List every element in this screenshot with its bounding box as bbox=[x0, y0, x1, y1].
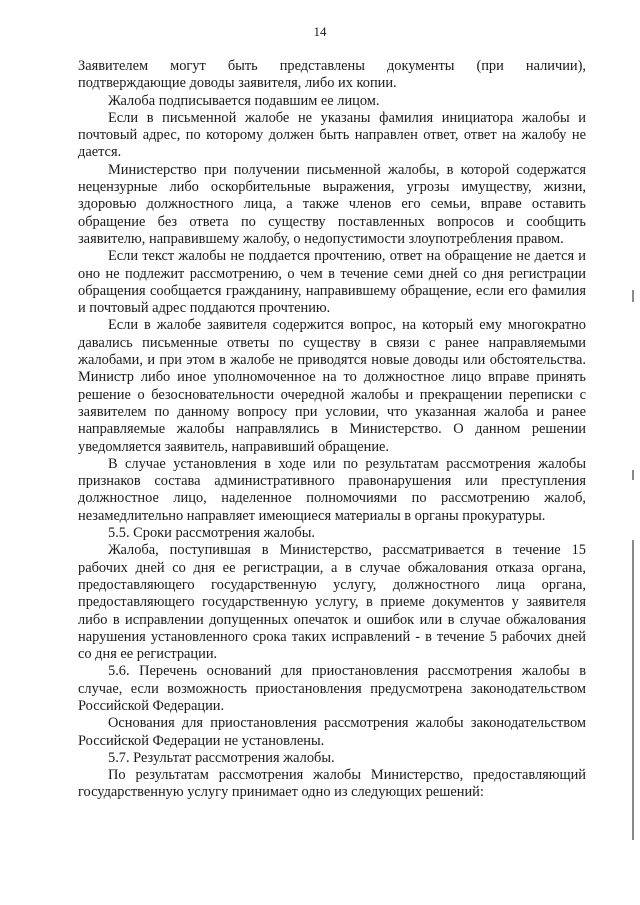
paragraph-repeated: Если в жалобе заявителя содержится вопрос, на который ему многократно давались письменные ответы по существу в связи с ранее направляемыми жалобами, и при этом в жалобе не приводятся новые доводы или обстоятельства. Министр либо иное уполномоченное на то должностное лицо вправе принять решение о безосновательности очередной жалобы и прекращении переписки с заявителем по данному вопросу при условии, что указанная жалоба и ранее направляемые жалобы направлялись в Министерство. О данном решении уведомляется заявитель, направивший обращение. bbox=[78, 317, 586, 455]
paragraph-no-address: Если в письменной жалобе не указаны фамилия инициатора жалобы и почтовый адрес, по которому должен быть направлен ответ, ответ на жалобу не дается. bbox=[78, 109, 586, 161]
section-heading-5-7: 5.7. Результат рассмотрения жалобы. bbox=[108, 749, 335, 766]
paragraph-documents: Заявителем могут быть представлены документы (при наличии), подтверждающие доводы заявителя, либо их копии. bbox=[78, 58, 586, 92]
page-number: 14 bbox=[313, 24, 327, 39]
scan-edge-mark bbox=[632, 290, 634, 302]
paragraph-signature: Жалоба подписывается подавшим ее лицом. bbox=[108, 92, 380, 109]
document-body bbox=[78, 58, 586, 802]
section-heading-5-5: 5.5. Сроки рассмотрения жалобы. bbox=[108, 525, 316, 542]
paragraph-prosecution: В случае установления в ходе или по результатам рассмотрения жалобы признаков состава административного правонарушения или преступления должностное лицо, наделенное полномочиями по рассмотрению жалоб, незамедлительно направляет имеющиеся материалы в органы прокуратуры. bbox=[78, 455, 586, 524]
scan-edge-mark bbox=[632, 470, 634, 480]
paragraph-unreadable: Если текст жалобы не поддается прочтению, ответ на обращение не дается и оно не подлежит рассмотрению, о чем в течение семи дней со дня регистрации обращения сообщается гражданину, направившему обращение, если его фамилия и почтовый адрес поддаются прочтению. bbox=[78, 248, 586, 317]
section-heading-5-6: 5.6. Перечень оснований для приостановления рассмотрения жалобы в случае, если возможность приостановления предусмотрена законодательством Российской Федерации. bbox=[78, 663, 586, 714]
paragraph-suspension: Основания для приостановления рассмотрения жалобы законодательством Российской Федерации не установлены. bbox=[78, 715, 586, 749]
paragraph-offensive: Министерство при получении письменной жалобы, в которой содержатся нецензурные либо оскорбительные выражения, угрозы имуществу, жизни, здоровью должностного лица, а также членов его семьи, вправе оставить обращение без ответа по существу поставленных вопросов и сообщить заявителю, направившему жалобу, о недопустимости злоупотребления правом. bbox=[78, 161, 586, 247]
paragraph-terms: Жалоба, поступившая в Министерство, рассматривается в течение 15 рабочих дней со дня ее регистрации, а в случае обжалования отказа органа, предоставляющего государственную услугу, должностного лица органа, предоставляющего государственную услугу, в приеме документов у заявителя либо в исправлении допущенных опечаток и ошибок или в случае обжалования нарушения установленного срока таких исправлений - в течение 5 рабочих дней со дня ее регистрации. bbox=[78, 542, 586, 663]
scan-edge-mark bbox=[632, 540, 634, 840]
paragraph-decisions: По результатам рассмотрения жалобы Министерство, предоставляющий государственную услугу принимает одно из следующих решений: bbox=[78, 767, 586, 801]
